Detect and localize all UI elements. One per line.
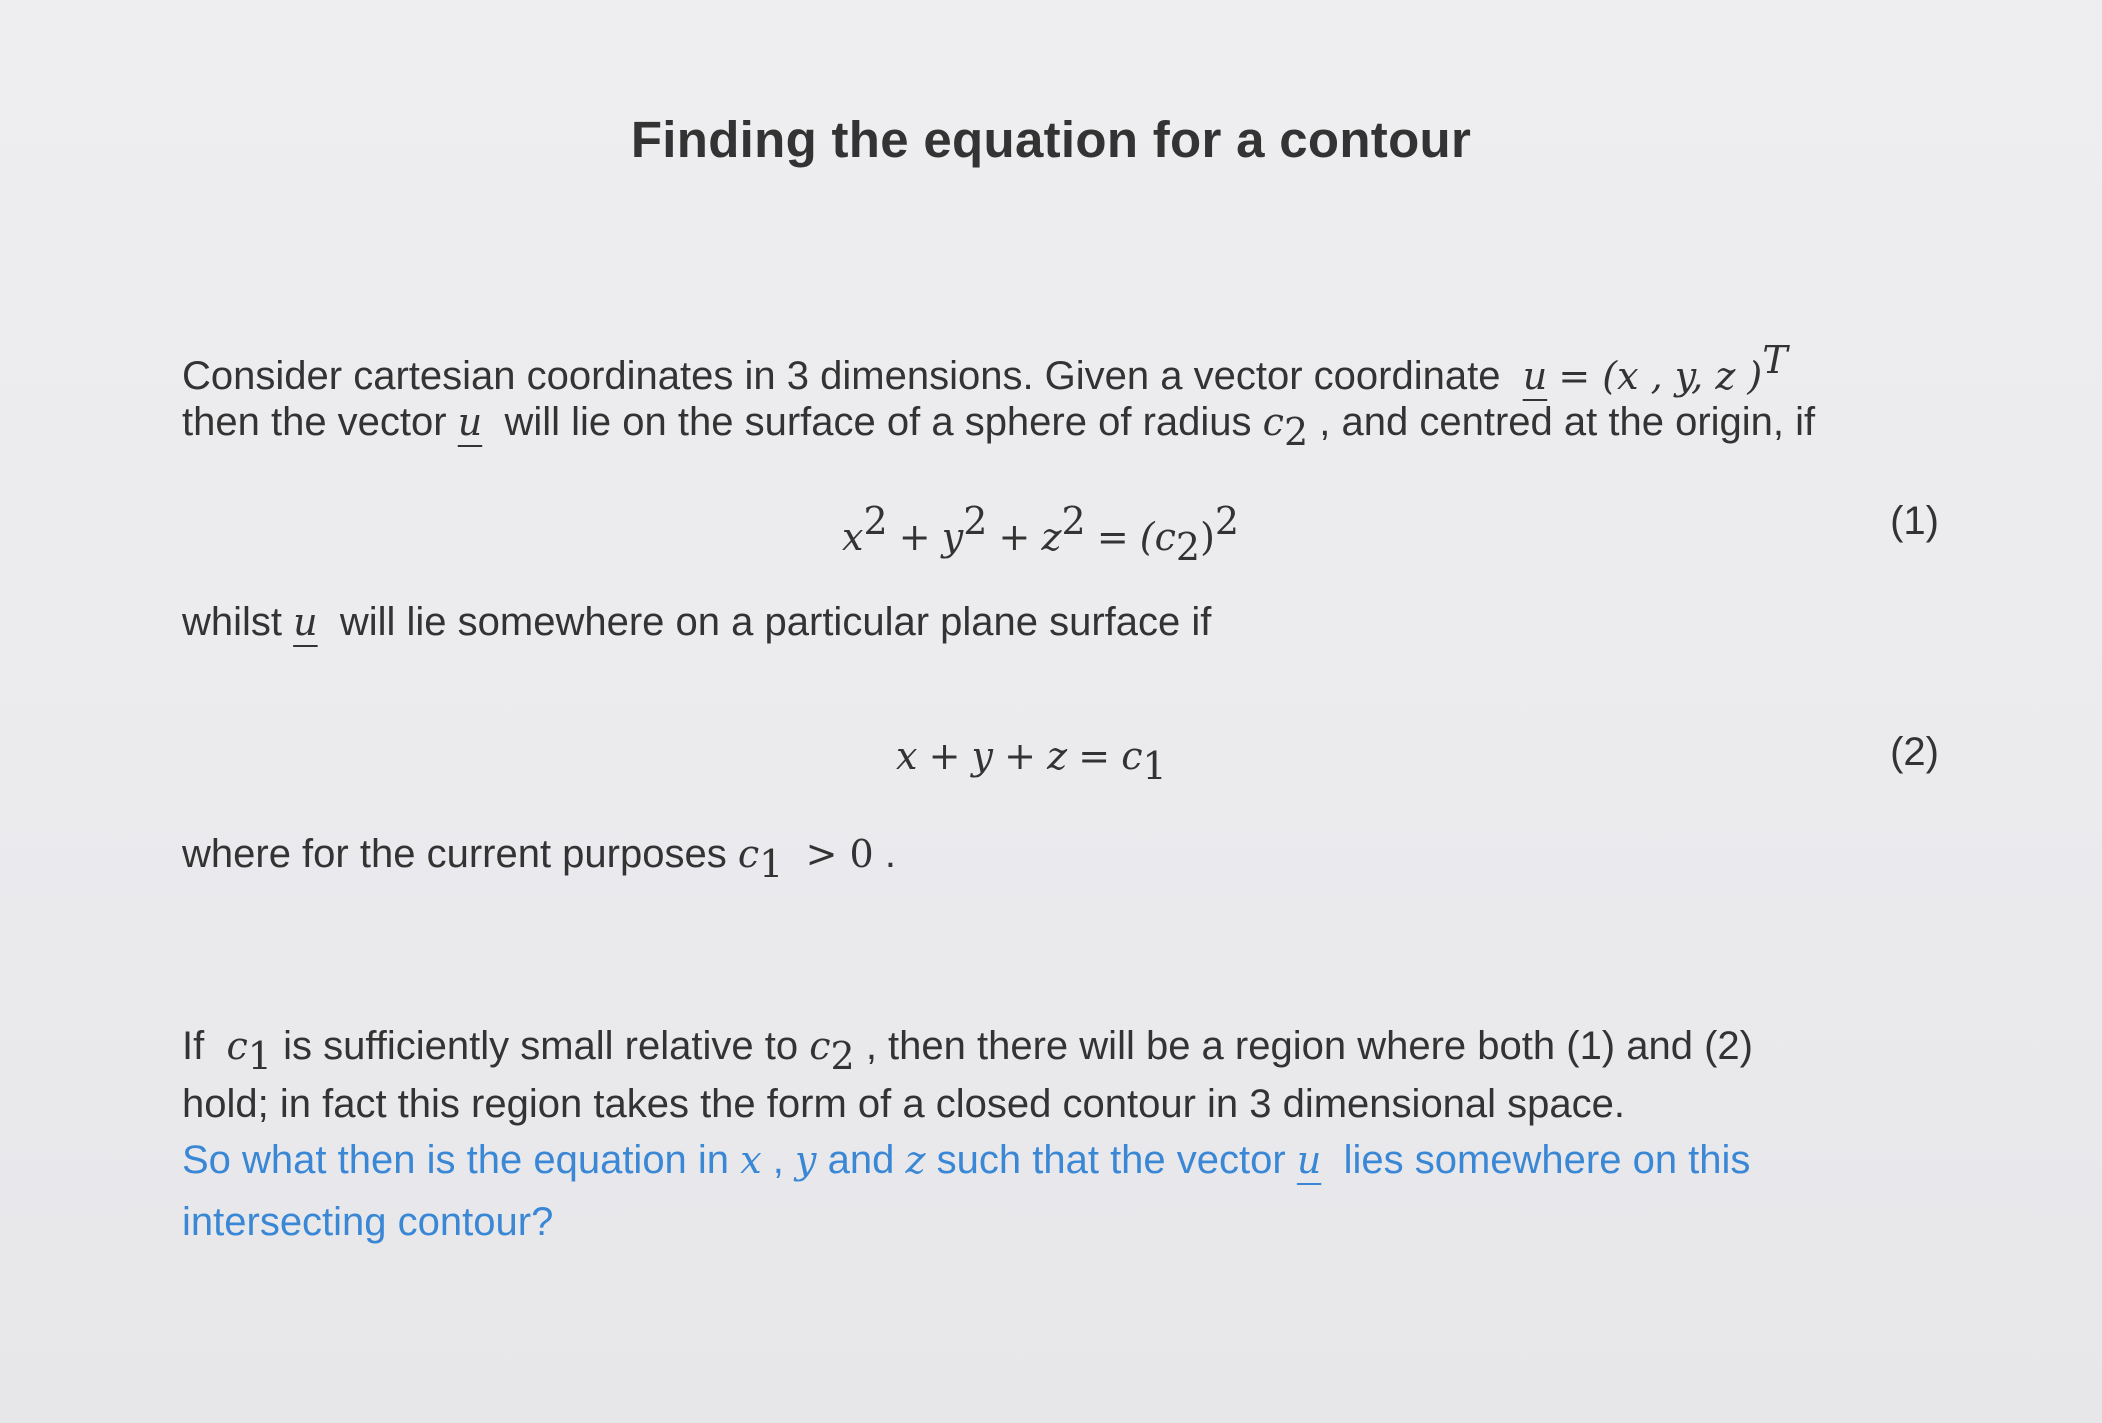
eq1-equals: = xyxy=(1096,515,1129,559)
p2-text-b: will lie somewhere on a particular plane surface if xyxy=(339,600,1212,644)
radius-c: c xyxy=(1262,400,1284,444)
eq1-rhs-exponent: 2 xyxy=(1214,499,1240,543)
p1-text-d: , and centred at the origin, if xyxy=(1319,400,1816,444)
paragraph-2 xyxy=(182,596,1211,648)
eq1-y-exponent: 2 xyxy=(963,499,988,543)
question-line-2: intersecting contour? xyxy=(182,1200,554,1244)
eq1-rhs-c: (c xyxy=(1139,515,1176,559)
eq1-x-exponent: 2 xyxy=(863,499,888,543)
p1-text-b: then the vector xyxy=(182,400,447,444)
question-x: x xyxy=(740,1138,762,1182)
p3-period: . xyxy=(884,832,896,876)
paragraph-3 xyxy=(182,828,896,890)
p4-text-a: is sufficiently small relative to xyxy=(283,1024,799,1068)
vector-u: u xyxy=(457,400,483,444)
p3-c: c xyxy=(737,832,760,876)
paragraph-1-line-1 xyxy=(182,334,1788,402)
p3-c-subscript: 1 xyxy=(759,842,784,886)
p3-greater-than-zero: > 0 xyxy=(805,832,874,876)
eq1-z-exponent: 2 xyxy=(1061,499,1086,543)
paragraph-1-line-2 xyxy=(182,396,1815,458)
p4-text-b: , then there will be a region where both (1) and (2) xyxy=(865,1024,1753,1068)
eq2-x: x xyxy=(896,734,918,778)
paragraph-4-line-2: hold; in fact this region takes the form of a closed contour in 3 dimensional space. xyxy=(182,1082,1626,1126)
eq2-c-subscript: 1 xyxy=(1142,744,1167,788)
equation-2 xyxy=(896,730,1167,792)
eq2-z: z xyxy=(1047,734,1068,778)
p4-text-if: If xyxy=(182,1024,205,1068)
eq1-rhs-close: ) xyxy=(1200,515,1215,559)
question-vector-u: u xyxy=(1296,1138,1322,1182)
p1-text-c: will lie on the surface of a sphere of radius xyxy=(504,400,1252,444)
vector-u: u xyxy=(293,600,318,644)
vector-u: u xyxy=(1522,354,1548,398)
equation-1 xyxy=(842,495,1239,573)
transpose-superscript: T xyxy=(1762,338,1788,382)
eq1-plus: + xyxy=(898,515,931,559)
question-text-b: such that the vector xyxy=(936,1138,1286,1182)
p3-text-a: where for the current purposes xyxy=(182,832,727,876)
p4-c1-subscript: 1 xyxy=(247,1034,272,1078)
question-text-c: lies somewhere on this xyxy=(1343,1138,1751,1182)
radius-subscript: 2 xyxy=(1283,410,1309,454)
eq2-plus: + xyxy=(928,734,961,778)
p4-c1: c xyxy=(226,1024,248,1068)
question-text-a: So what then is the equation in xyxy=(182,1138,730,1182)
eq1-y: y xyxy=(941,515,964,559)
eq1-z: z xyxy=(1041,515,1062,559)
eq1-x: x xyxy=(842,515,864,559)
question-and: and xyxy=(827,1138,895,1182)
p2-text-a: whilst xyxy=(182,600,283,644)
eq1-plus: + xyxy=(998,515,1031,559)
paragraph-4-line-1 xyxy=(182,1020,1753,1082)
eq2-c: c xyxy=(1121,734,1143,778)
question-line-1 xyxy=(182,1134,1750,1186)
eq2-equals: = xyxy=(1078,734,1111,778)
vector-u-definition: = (x , y, z ) xyxy=(1558,354,1763,398)
question-z: z xyxy=(905,1138,926,1182)
p4-c2: c xyxy=(809,1024,831,1068)
p4-c2-subscript: 2 xyxy=(830,1034,855,1078)
eq1-rhs-subscript: 2 xyxy=(1175,525,1201,569)
eq2-plus: + xyxy=(1004,734,1036,778)
p1-text-a: Consider cartesian coordinates in 3 dimensions. Given a vector coordinate xyxy=(182,354,1501,398)
page-title: Finding the equation for a contour xyxy=(630,111,1472,168)
equation-2-number: (2) xyxy=(1890,730,1939,774)
eq2-y: y xyxy=(971,734,993,778)
question-y: y xyxy=(795,1138,817,1182)
equation-1-number: (1) xyxy=(1890,499,1939,543)
question-comma: , xyxy=(772,1138,784,1182)
